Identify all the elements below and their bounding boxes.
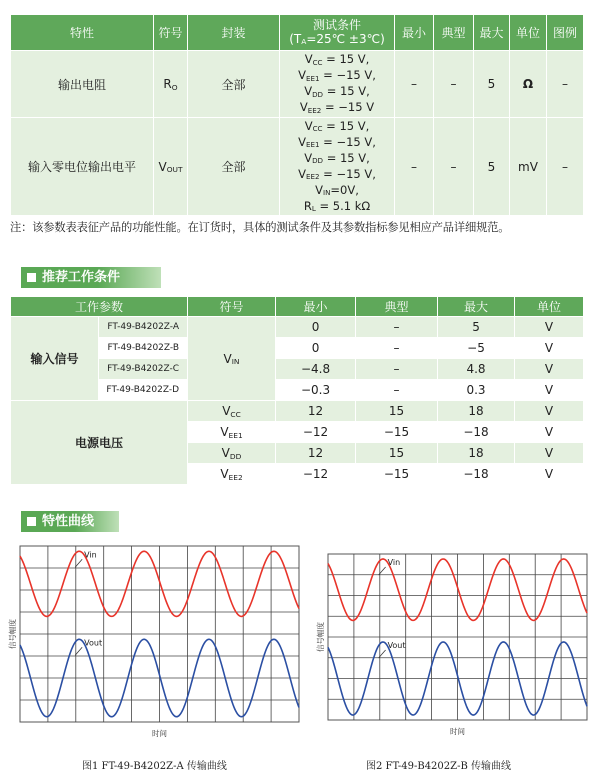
row-max: 5 (474, 118, 510, 216)
test-cond-temp: ($T_A=25℃$ ±3℃) (289, 31, 385, 47)
model-name: FT-49-B4202Z-B (99, 338, 188, 359)
row-unit: Ω (510, 51, 547, 118)
model-name: FT-49-B4202Z-C (99, 359, 188, 380)
condition-line: $V_{DD} = 15$ V, (304, 84, 370, 99)
power-symbol: $V_{EE2}$ (188, 464, 276, 485)
row-min: – (395, 51, 434, 118)
col-max: 最大 (438, 297, 515, 317)
section-title: 特性曲线 (42, 514, 95, 529)
series-label: Vout (84, 638, 103, 648)
figure-caption: 图1 FT-49-B4202Z-A 传输曲线 (82, 761, 227, 772)
col-min: 最小 (276, 297, 356, 317)
cell-max: 5 (438, 317, 515, 338)
cell-typ: – (356, 317, 438, 338)
row-name: 输入零电位输出电平 (11, 118, 154, 216)
col-unit: 单位 (515, 297, 584, 317)
col-min: 最小 (395, 15, 434, 51)
row-symbol: $R_O$ (154, 51, 188, 118)
cell-typ: −15 (356, 422, 438, 443)
power-symbol: $V_{CC}$ (188, 401, 276, 422)
col-max: 最大 (474, 15, 510, 51)
cell-typ: – (356, 380, 438, 401)
condition-line: $V_{EE1} = -15$ V, (298, 68, 376, 83)
cell-unit: V (515, 401, 584, 422)
x-axis-label: 时间 (152, 729, 167, 738)
row-package: 全部 (188, 51, 280, 118)
cell-min: −12 (276, 464, 356, 485)
row-max: 5 (474, 51, 510, 118)
square-bullet-icon (27, 273, 36, 282)
cell-typ: – (356, 338, 438, 359)
col-typ: 典型 (356, 297, 438, 317)
row-conditions (280, 118, 395, 216)
row-min: – (395, 118, 434, 216)
cell-min: −12 (276, 422, 356, 443)
table-row (11, 401, 584, 422)
power-symbol: $V_{EE1}$ (188, 422, 276, 443)
col-characteristic: 特性 (11, 15, 154, 51)
cell-unit: V (515, 422, 584, 443)
cell-unit: V (515, 380, 584, 401)
cell-unit: V (515, 443, 584, 464)
cell-max: 18 (438, 443, 515, 464)
col-symbol: 符号 (188, 297, 276, 317)
cell-max: 18 (438, 401, 515, 422)
series-label: Vin (387, 557, 401, 567)
table-row (11, 51, 584, 118)
input-signal-label: 输入信号 (11, 317, 99, 401)
row-symbol: $V_{OUT}$ (154, 118, 188, 216)
cell-max: −18 (438, 422, 515, 443)
condition-line: $R_L = 5.1$ kΩ (303, 198, 371, 214)
series-label: Vin (84, 550, 97, 560)
col-figure: 图例 (547, 15, 584, 51)
cell-min: 12 (276, 443, 356, 464)
y-axis-label: 信号幅度 (316, 622, 325, 652)
row-figure: – (547, 118, 584, 216)
cell-max: 0.3 (438, 380, 515, 401)
row-figure: – (547, 51, 584, 118)
row-unit: mV (510, 118, 547, 216)
cell-unit: V (515, 359, 584, 380)
cell-unit: V (515, 317, 584, 338)
cell-unit: V (515, 338, 584, 359)
cell-max: −18 (438, 464, 515, 485)
x-axis-label: 时间 (450, 727, 465, 736)
cell-min: 0 (276, 338, 356, 359)
header-row (11, 297, 584, 317)
row-conditions (280, 51, 395, 118)
col-symbol: 符号 (154, 15, 188, 51)
condition-line: $V_{DD} = 15$ V, (304, 150, 370, 166)
model-name: FT-49-B4202Z-A (99, 317, 188, 338)
transfer-curve-chart-b (314, 552, 589, 742)
table-row (11, 317, 584, 338)
col-param: 工作参数 (11, 297, 188, 317)
row-name: 输出电阻 (11, 51, 154, 118)
condition-line: $V_{IN}=0V$, (315, 182, 359, 198)
cell-min: 0 (276, 317, 356, 338)
cell-max: −5 (438, 338, 515, 359)
model-name: FT-49-B4202Z-D (99, 380, 188, 401)
table-row (11, 118, 584, 216)
col-unit: 单位 (510, 15, 547, 51)
col-typ: 典型 (434, 15, 474, 51)
condition-line: $V_{EE2} = -15$ V, (298, 166, 376, 182)
square-bullet-icon (27, 517, 36, 526)
cell-min: 12 (276, 401, 356, 422)
section-title: 推荐工作条件 (42, 270, 121, 285)
row-typ: – (434, 51, 474, 118)
series-label: Vout (387, 640, 406, 650)
row-package: 全部 (188, 118, 280, 216)
input-symbol: $V_{IN}$ (188, 317, 276, 401)
power-symbol: $V_{DD}$ (188, 443, 276, 464)
condition-line: $V_{EE2} = -15$ V (299, 100, 375, 115)
transfer-curve-chart-a (6, 544, 301, 744)
cell-typ: – (356, 359, 438, 380)
figure-caption: 图2 FT-49-B4202Z-B 传输曲线 (366, 761, 511, 772)
cell-max: 4.8 (438, 359, 515, 380)
cell-typ: 15 (356, 401, 438, 422)
power-label: 电源电压 (11, 401, 188, 485)
y-axis-label: 信号幅度 (8, 619, 17, 649)
col-package: 封装 (188, 15, 280, 51)
cell-unit: V (515, 464, 584, 485)
header-row (11, 15, 584, 51)
condition-line: $V_{CC} = 15$ V, (304, 52, 370, 67)
test-cond-title: 测试条件 (312, 17, 361, 32)
section-header-recommended (21, 267, 161, 288)
cell-typ: −15 (356, 464, 438, 485)
cell-typ: 15 (356, 443, 438, 464)
cell-min: −4.8 (276, 359, 356, 380)
spec-note: 注：该参数表表征产品的功能性能。在订货时，具体的测试条件及其参数指标参见相应产品详细规范。 (10, 221, 510, 234)
condition-line: $V_{EE1} = -15$ V, (298, 134, 376, 150)
recommended-conditions-table (10, 296, 584, 485)
condition-line: $V_{CC} = 15$ V, (304, 118, 370, 134)
section-header-curves (21, 511, 119, 532)
cell-min: −0.3 (276, 380, 356, 401)
row-typ: – (434, 118, 474, 216)
characteristics-table (10, 14, 584, 216)
col-test-conditions (280, 15, 395, 51)
